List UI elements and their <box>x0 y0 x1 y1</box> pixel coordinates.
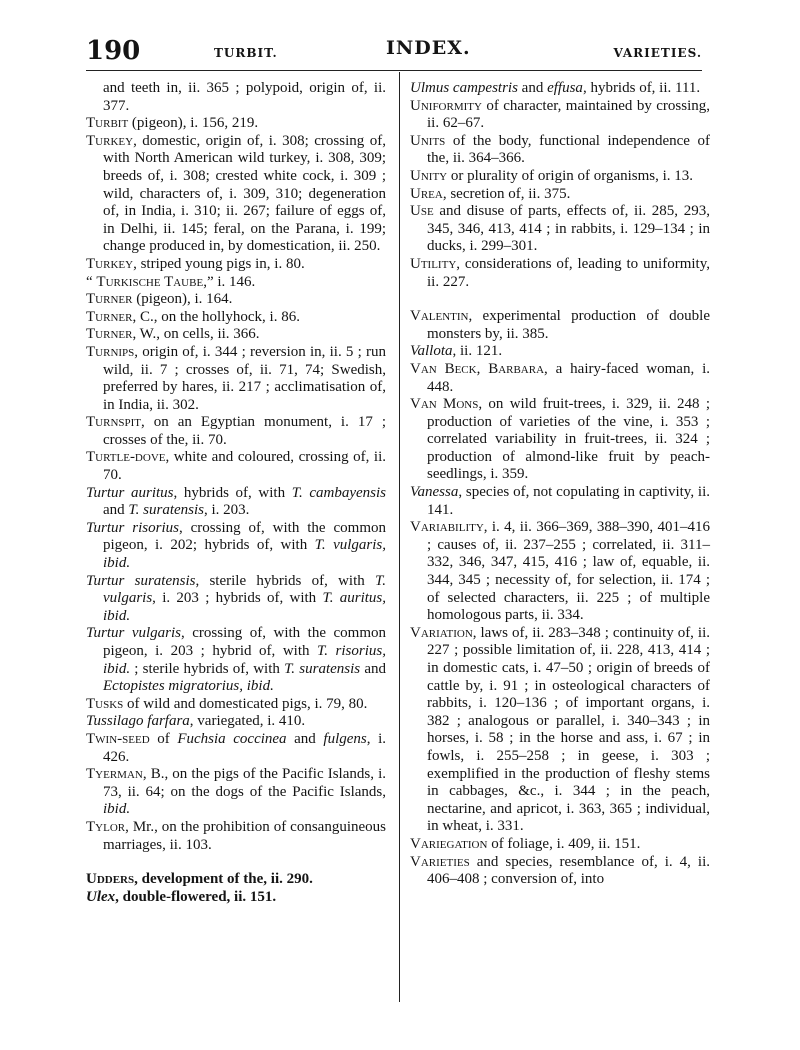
entry-term: Turnspit <box>86 414 142 431</box>
entry-text: and <box>286 730 324 747</box>
index-entry <box>86 449 386 484</box>
entry-text: or plurality of origin of organisms, i. 13. <box>447 167 694 184</box>
index-entry <box>410 256 710 291</box>
left-column <box>86 80 386 906</box>
entry-text: , i. 4, ii. 366–369, 388–390, 401–416 ; causes of, ii. 237–255 ; correlated, ii. 311–332, 346, 347, 415, 416 ; law of, equable, ii. 344, 345 ; necessity of, for selection, ii. 174 ; of selected characters, ii. 225 ; of multiple homologous parts, ii. 334. <box>427 519 710 624</box>
entry-text: , C., on the hollyhock, i. 86. <box>132 308 300 325</box>
entry-text: , species of, not copulating in captivity, ii. 141. <box>427 484 710 518</box>
running-header <box>86 34 702 64</box>
index-entry <box>86 414 386 449</box>
entry-text: , striped young pigs in, i. 80. <box>133 255 305 272</box>
index-entry <box>86 80 386 115</box>
entry-text: , i. 426. <box>103 730 387 765</box>
entry-text: , experimental production of double monsters by, ii. 385. <box>427 308 710 342</box>
index-entry <box>86 625 386 695</box>
entry-term: Twin-seed <box>86 730 150 747</box>
entry-term: Turkey <box>86 255 134 272</box>
header-title: INDEX. <box>386 37 471 59</box>
entry-text: “ <box>86 273 97 290</box>
entry-text: fulgens <box>323 730 367 747</box>
index-entry <box>410 186 710 204</box>
entry-text: and disuse of parts, effects of, ii. 285, 293, 345, 346, 413, 414 ; in rabbits, i. 129–134 ; in ducks, i. 299–301. <box>427 203 710 255</box>
entry-text: , double-flowered, ii. 151. <box>115 888 277 905</box>
entry-text: , on wild fruit-trees, i. 329, ii. 248 ; production of varieties of the vine, i. 353 ; correlated variability in fruit-trees, ii. 324 ; production of almond-like fruit by peach-seedlings, i. 359. <box>427 396 710 483</box>
entry-text: , B., on the pigs of the Pacific Islands, i. 73, ii. 64; on the dogs of the Pacific Islands, <box>103 766 386 800</box>
entry-text: , variegated, i. 410. <box>189 713 306 730</box>
index-entry <box>86 485 386 520</box>
entry-text: Ulex <box>86 888 116 905</box>
entry-text: , hybrids of, ii. 111. <box>582 80 701 96</box>
entry-text: (pigeon), i. 156, 219. <box>128 115 259 132</box>
header-right-term: VARIETIES. <box>613 46 702 60</box>
entry-text: , secretion of, ii. 375. <box>442 185 571 202</box>
entry-term: Turbit <box>86 115 129 132</box>
index-entry <box>86 256 386 274</box>
index-entry <box>86 344 386 414</box>
entry-text: , white and coloured, crossing of, ii. 70. <box>103 449 386 484</box>
entry-text: , considerations of, leading to uniformity, ii. 227. <box>427 255 710 290</box>
section-gap <box>410 291 710 308</box>
entry-text: ,” i. 146. <box>203 273 256 290</box>
entry-text: Ulmus campestris <box>410 80 518 96</box>
index-entry <box>86 520 386 573</box>
entry-text: , crossing of, with the common pigeon, i. 203 ; hybrid of, with <box>103 625 386 659</box>
entry-text: of the body, functional independence of the, ii. 364–366. <box>427 132 710 167</box>
index-entry <box>410 98 710 133</box>
entry-text: effusa <box>547 80 583 96</box>
entry-term: Urea <box>410 185 443 202</box>
index-entry <box>410 80 710 98</box>
entry-text: , crossing of, with the common pigeon, i. 202; hybrids of, with <box>103 519 386 554</box>
entry-term: Turnips <box>86 343 135 360</box>
header-rule <box>86 70 702 71</box>
index-entry <box>86 274 386 292</box>
index-entry <box>410 133 710 168</box>
entry-term: Tylor <box>86 818 126 835</box>
index-entry <box>86 889 386 907</box>
header-left-term: TURBIT. <box>214 46 278 60</box>
entry-text: T. vulgaris, ibid. <box>103 537 386 572</box>
entry-term: Van Mons <box>410 396 479 413</box>
entry-text: T. suratensis <box>128 502 204 519</box>
entry-text: , i. 203 ; hybrids of, with <box>152 590 323 607</box>
entry-text: , hybrids of, with <box>173 484 292 501</box>
entry-term: Tusks <box>86 695 124 712</box>
entry-term: Variability <box>410 519 484 536</box>
entry-term: Turkey <box>86 132 134 149</box>
entry-term: Turkische Taube <box>96 273 204 290</box>
page-number: 190 <box>86 36 141 66</box>
entry-text: , origin of, i. 344 ; reversion in, ii. 5 ; run wild, ii. 7 ; crosses of, ii. 71, 74; Swedish, preferred by hares, ii. 217 ; acclimatisation of, in India, ii. 302. <box>103 343 386 413</box>
section-gap <box>86 854 386 871</box>
entry-term: Variegation <box>410 835 488 852</box>
entry-term: Turner <box>86 291 133 308</box>
entry-text: ibid. <box>103 801 131 818</box>
index-entry <box>86 309 386 327</box>
index-entry <box>86 713 386 731</box>
entry-term: Tyerman <box>86 766 143 783</box>
index-entry <box>86 731 386 766</box>
index-entry <box>86 696 386 714</box>
entry-term: Units <box>410 132 446 149</box>
entry-text: and <box>103 502 129 519</box>
entry-text: , W., on cells, ii. 366. <box>132 326 260 343</box>
entry-text: Turtur suratensis <box>86 572 196 589</box>
entry-text: of character, maintained by crossing, ii. 62–67. <box>427 97 710 132</box>
entry-text: Fuchsia coccinea <box>177 730 287 747</box>
index-entry <box>410 343 710 361</box>
entry-text: T. risorius, ibid. <box>103 643 386 677</box>
entry-term: Turner <box>86 326 133 343</box>
index-entry <box>410 625 710 836</box>
entry-text: , Mr., on the prohibition of consanguineous marriages, ii. 103. <box>103 818 386 853</box>
entry-term: Van Beck, Barbara <box>410 360 545 377</box>
entry-text: Ectopistes migratorius, ibid. <box>103 678 274 695</box>
entry-text: T. cambayensis <box>291 484 386 501</box>
index-entry <box>86 819 386 854</box>
entry-text: T. suratensis <box>284 660 361 677</box>
entry-term: Turner <box>86 308 133 325</box>
entry-text: and <box>360 660 386 677</box>
entry-term: Varieties <box>410 853 470 870</box>
entry-term: Use <box>410 203 434 220</box>
entry-text: Turtur vulgaris <box>86 625 182 642</box>
entry-text: , sterile hybrids of, with <box>195 572 376 589</box>
entry-text: Vanessa <box>410 484 459 501</box>
right-column <box>410 80 710 889</box>
index-entry <box>410 203 710 256</box>
entry-text: (pigeon), i. 164. <box>132 291 233 308</box>
entry-term: Utility <box>410 255 457 272</box>
entry-term: Turtle-dove <box>86 449 166 466</box>
entry-text: Vallota <box>410 343 453 360</box>
index-entry <box>410 484 710 519</box>
entry-text: and teeth in, ii. 365 ; polypoid, origin of, ii. 377. <box>103 80 386 114</box>
entry-text: and <box>517 80 548 96</box>
entry-text: of wild and domesticated pigs, i. 79, 80. <box>123 695 368 712</box>
entry-text: , on an Egyptian monument, i. 17 ; crosses of the, ii. 70. <box>103 414 386 448</box>
entry-text: of foliage, i. 409, ii. 151. <box>487 835 641 852</box>
entry-term: Udders <box>86 871 135 888</box>
entry-text: , a hairy-faced woman, i. 448. <box>427 360 710 395</box>
index-entry <box>410 854 710 889</box>
entry-text: ; sterile hybrids of, with <box>130 660 285 677</box>
entry-text: Turtur auritus <box>86 484 174 501</box>
index-entry <box>410 168 710 186</box>
entry-text: Turtur risorius <box>86 519 179 536</box>
entry-text: , ii. 121. <box>452 343 503 360</box>
index-entry <box>86 115 386 133</box>
index-entry <box>86 573 386 626</box>
index-entry <box>410 308 710 343</box>
index-entry <box>86 871 386 889</box>
index-entry <box>410 396 710 484</box>
entry-text: , domestic, origin of, i. 308; crossing of, with North American wild turkey, i. 308, 309; breeds of, i. 308; crested white cock, i. 309 ; wild, characters of, i. 309, 310; degeneration of, in India, i. 310; ii. 267; failure of eggs of, in Delhi, ii. 145; feral, on the Parana, i. 199; change produced in, by domestication, ii. 250. <box>103 132 386 255</box>
entry-text: T. auritus, ibid. <box>103 590 386 624</box>
entry-text: of <box>149 730 178 747</box>
entry-text: Tussilago farfara <box>86 713 190 730</box>
index-entry <box>410 836 710 854</box>
index-entry <box>86 291 386 309</box>
entry-text: , development of the, ii. 290. <box>134 871 313 888</box>
index-entry <box>86 326 386 344</box>
index-entry <box>410 519 710 625</box>
entry-term: Unity <box>410 167 448 184</box>
index-entry <box>86 766 386 819</box>
index-entry <box>410 361 710 396</box>
entry-text: T. vulgaris <box>103 572 386 607</box>
entry-text: and species, resemblance of, i. 4, ii. 406–408 ; conversion of, into <box>427 853 710 888</box>
entry-term: Variation <box>410 624 473 641</box>
entry-text: , i. 203. <box>204 502 250 519</box>
entry-text: , laws of, ii. 283–348 ; continuity of, ii. 227 ; possible limitation of, ii. 228, 413, 414 ; in domestic cats, i. 47–50 ; origin of breeds of cattle by, i. 91 ; in osteological characters of rabbits, i. 120–136 ; of important organs, i. 382 ; analogous or parallel, i. 340–343 ; in horses, i. 58 ; in the horse and ass, i. 67 ; in fowls, i. 255–258 ; in geese, i. 303 ; exemplified in the production of fleshy stems in cabbages, &c., i. 344 ; in the peach, nectarine, and apricot, i. 363, 365 ; individual, in wheat, i. 331. <box>427 624 710 835</box>
column-divider <box>399 72 400 1002</box>
index-entry <box>86 133 386 256</box>
entry-term: Valentin <box>410 308 469 325</box>
entry-term: Uniformity <box>410 97 482 114</box>
